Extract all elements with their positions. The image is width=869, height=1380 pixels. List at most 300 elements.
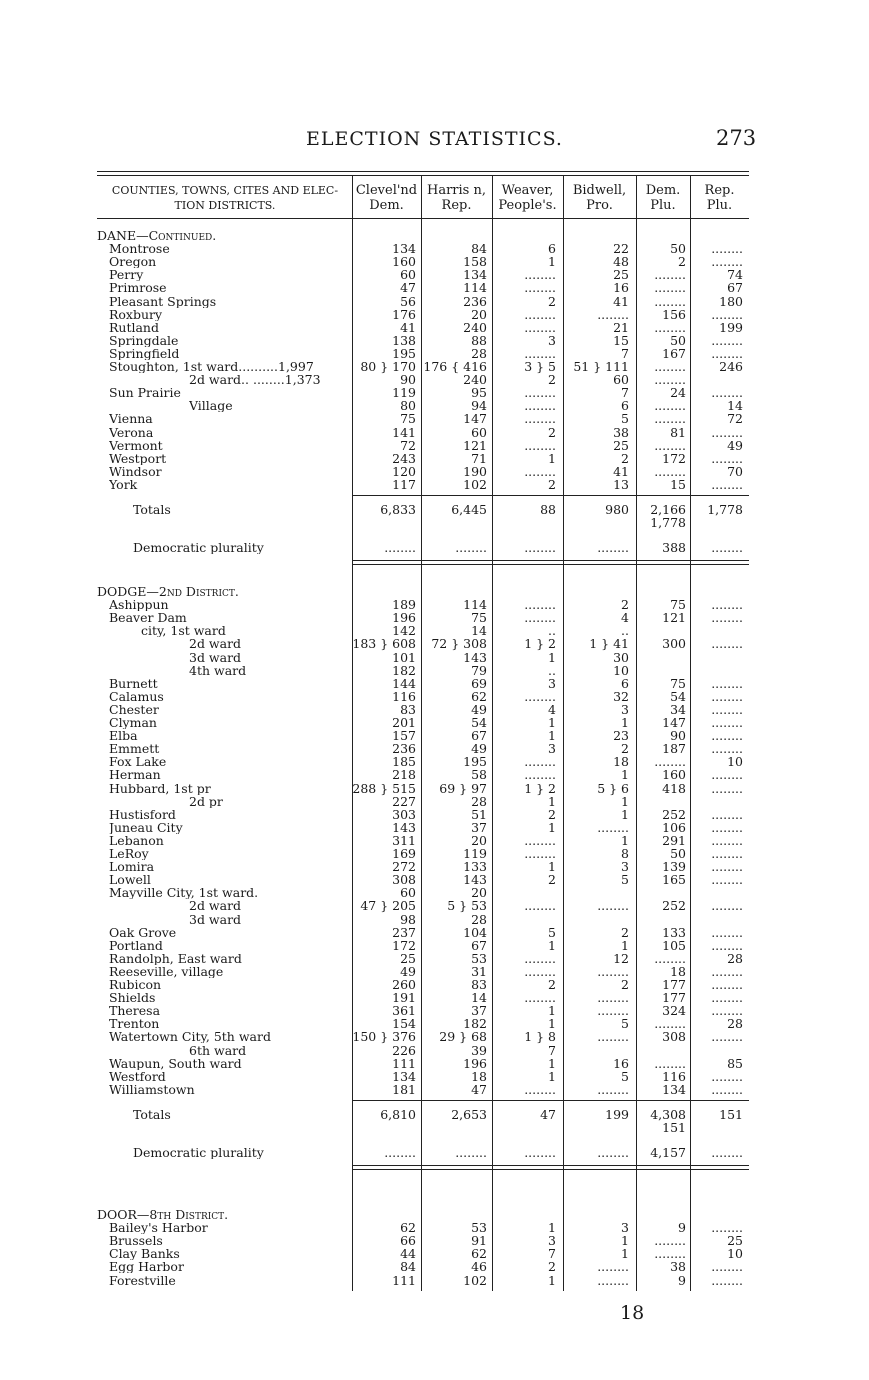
district-name: Westport <box>109 451 167 465</box>
table-row <box>97 386 749 399</box>
vote-cell-1: 311 <box>392 832 416 848</box>
vote-cell-4: 2 <box>621 450 629 466</box>
vote-cell-1: 182 <box>392 662 416 678</box>
vote-cell-5: 177 <box>662 990 686 1006</box>
vote-cell-6: 85 <box>727 1055 743 1071</box>
vote-cell-3: 1 <box>548 649 556 665</box>
vote-cell-4: 48 <box>613 254 629 270</box>
vote-cell-4: 7 <box>621 385 629 401</box>
vote-cell-2: 46 <box>471 1259 487 1275</box>
vote-cell-1: ........ <box>384 540 416 556</box>
vote-cell-5: 38 <box>670 1259 686 1275</box>
vote-cell-3: ........ <box>524 1145 556 1161</box>
table-row <box>97 308 749 321</box>
vote-cell-3: 1 <box>548 254 556 270</box>
dem-plu-subtract: 151 <box>662 1120 686 1135</box>
vote-cell-1: 41 <box>400 319 416 335</box>
district-name: Calamus <box>109 689 164 703</box>
vote-cell-2: 53 <box>471 1220 487 1236</box>
table-row <box>97 899 749 912</box>
vote-cell-2: 83 <box>471 977 487 992</box>
vote-cell-3: ........ <box>524 754 556 770</box>
vote-cell-4: 32 <box>613 688 629 704</box>
totals-rule <box>352 1100 749 1101</box>
vote-cell-3: 1 <box>548 937 556 953</box>
vote-cell-4: 1 <box>621 806 629 822</box>
vote-cell-4: 12 <box>613 950 629 966</box>
vote-cell-4: .. <box>621 623 629 639</box>
table-row <box>97 808 749 821</box>
vote-cell-1: 237 <box>392 924 416 940</box>
section-title <box>97 1208 749 1221</box>
vote-cell-2: 84 <box>471 241 487 257</box>
vote-cell-3: 1 } 2 <box>524 780 556 796</box>
vote-cell-5: 177 <box>662 977 686 992</box>
vote-cell-4: 21 <box>613 319 629 335</box>
vote-cell-3: ........ <box>524 597 556 613</box>
vote-cell-6: 180 <box>719 293 743 309</box>
vote-cell-4: 8 <box>621 846 629 861</box>
vote-cell-6: ........ <box>711 1220 743 1236</box>
vote-cell-4: 41 <box>613 293 629 309</box>
vote-cell-2: 69 } 97 <box>439 780 487 796</box>
vote-cell-1: 272 <box>392 859 416 875</box>
vote-cell-2: 53 <box>471 950 487 966</box>
vote-cell-5: ........ <box>654 754 686 770</box>
table-row <box>97 651 749 664</box>
table-row <box>97 1030 749 1043</box>
vote-cell-6: ........ <box>711 306 743 322</box>
vote-cell-3: 5 <box>548 924 556 940</box>
vote-cell-1: 176 <box>392 306 416 322</box>
table-row <box>97 242 749 255</box>
table-row <box>97 991 749 1004</box>
vote-cell-6: ........ <box>711 476 743 492</box>
vote-cell-3: ........ <box>524 306 556 322</box>
vote-cell-2: 114 <box>463 280 487 296</box>
vote-cell-6: ........ <box>711 675 743 691</box>
district-name: Montrose <box>109 242 170 256</box>
vote-cell-4: 6 <box>621 398 629 414</box>
vote-cell-2: 31 <box>471 963 487 979</box>
vote-cell-2: 18 <box>471 1068 487 1084</box>
district-name: Springfield <box>109 346 180 360</box>
district-name: Oak Grove <box>109 925 177 939</box>
vote-cell-5: 418 <box>662 780 686 796</box>
district-name: Hustisford <box>109 807 176 821</box>
vote-cell-1: 75 <box>400 411 416 427</box>
vote-cell-1: 181 <box>392 1081 416 1097</box>
table-row <box>97 716 749 729</box>
vote-cell-1: 201 <box>392 715 416 730</box>
totals-sub-row <box>97 1121 749 1134</box>
table-row <box>97 439 749 452</box>
vote-cell-1: 60 <box>400 885 416 901</box>
district-name: LeRoy <box>109 847 149 860</box>
district-name: Herman <box>109 768 161 782</box>
table-row <box>97 1234 749 1247</box>
vote-cell-5: 291 <box>662 832 686 848</box>
vote-cell-5: 18 <box>670 963 686 979</box>
vote-cell-1: 143 <box>392 819 416 835</box>
table-row <box>97 886 749 899</box>
table-row <box>97 611 749 624</box>
vote-cell-5: 50 <box>670 846 686 861</box>
vote-cell-3: 1 <box>548 1055 556 1071</box>
vote-cell-4: ........ <box>597 1145 629 1161</box>
vote-cell-3: 2 <box>548 372 556 388</box>
table-row <box>97 664 749 677</box>
vote-cell-6: 49 <box>727 437 743 453</box>
vote-cell-3: 2 <box>548 424 556 440</box>
vote-cell-1: 56 <box>400 293 416 309</box>
vote-cell-5: 172 <box>662 450 686 466</box>
vote-cell-4: 1 <box>621 793 629 809</box>
table-row <box>97 677 749 690</box>
vote-cell-5: 165 <box>662 872 686 888</box>
vote-cell-3: ........ <box>524 688 556 704</box>
table-row <box>97 860 749 873</box>
vote-cell-3: 1 <box>548 715 556 730</box>
vote-cell-1: 308 <box>392 872 416 888</box>
vote-cell-4: 5 <box>621 872 629 888</box>
vote-cell-3: 7 <box>548 1246 556 1262</box>
vote-cell-4: 2 <box>621 977 629 992</box>
table-row <box>97 373 749 386</box>
table-row <box>97 268 749 281</box>
table-row <box>97 1274 749 1287</box>
vote-cell-2: 88 <box>471 332 487 348</box>
district-name: Windsor <box>109 464 162 478</box>
vote-cell-4: ........ <box>597 819 629 835</box>
section-title <box>97 585 749 598</box>
vote-cell-4: 2 <box>621 741 629 757</box>
table-row <box>97 637 749 650</box>
table-row <box>97 281 749 294</box>
table-row <box>97 598 749 611</box>
district-name: Waupun, South ward <box>109 1056 242 1070</box>
district-name: Mayville City, 1st ward. <box>109 886 259 900</box>
vote-cell-6: ........ <box>711 767 743 783</box>
vote-cell-3: 1 <box>548 1016 556 1032</box>
vote-cell-2: 176 { 416 <box>423 359 487 374</box>
vote-cell-1: 150 } 376 <box>352 1029 416 1045</box>
top-rule <box>97 171 749 172</box>
vote-cell-1: 243 <box>392 450 416 466</box>
vote-cell-5: 167 <box>662 345 686 361</box>
column-header-dem-plu: Dem. Plu. <box>645 183 681 213</box>
vote-cell-6: ........ <box>711 780 743 796</box>
vote-cell-5: 24 <box>670 385 686 401</box>
vote-cell-1: 90 <box>400 372 416 388</box>
vote-cell-4: 3 <box>621 701 629 717</box>
vote-cell-2: 143 <box>463 872 487 888</box>
table-row <box>97 1070 749 1083</box>
district-name: Lomira <box>109 860 155 874</box>
vote-cell-2: 121 <box>463 437 487 453</box>
table-row <box>97 768 749 781</box>
vote-cell-1: 72 <box>400 437 416 453</box>
section-end-rule-2 <box>352 564 749 565</box>
vote-cell-5: 116 <box>662 1068 686 1084</box>
table-row <box>97 978 749 991</box>
vote-cell-1: 120 <box>392 463 416 479</box>
vote-cell-3: 3 <box>548 332 556 348</box>
table-row <box>97 821 749 834</box>
vote-cell-1: 117 <box>392 476 416 492</box>
vote-cell-4: ........ <box>597 898 629 914</box>
district-name: Williamstown <box>109 1082 195 1096</box>
vote-cell-3: 1 } 2 <box>524 636 556 652</box>
table-row <box>97 399 749 412</box>
vote-cell-1: 154 <box>392 1016 416 1032</box>
district-name: Rutland <box>109 320 159 334</box>
totals-sub-row <box>97 516 749 529</box>
vote-cell-2: 28 <box>471 345 487 361</box>
vote-cell-4: 22 <box>613 241 629 257</box>
vote-cell-1: 288 } 515 <box>352 780 416 796</box>
vote-cell-4: 2 <box>621 597 629 613</box>
vote-cell-6: ........ <box>711 385 743 401</box>
district-name: Randolph, East ward <box>109 951 242 965</box>
vote-cell-4: ........ <box>597 1259 629 1275</box>
section-heading: DANE—Continued. <box>97 229 217 242</box>
vote-cell-2: 6,445 <box>451 502 487 517</box>
vote-cell-4: 5 <box>621 1068 629 1084</box>
vote-cell-3: 2 <box>548 977 556 992</box>
table-row <box>97 295 749 308</box>
vote-cell-5: 134 <box>662 1081 686 1097</box>
vote-cell-6: 70 <box>727 463 743 479</box>
vote-cell-1: 101 <box>392 649 416 665</box>
district-name: Totals <box>133 1107 171 1121</box>
vote-cell-2: 54 <box>471 715 487 730</box>
table-row <box>97 965 749 978</box>
vote-cell-4: 10 <box>613 662 629 678</box>
vote-cell-4: ........ <box>597 1003 629 1019</box>
vote-cell-6: ........ <box>711 977 743 992</box>
vote-cell-1: 195 <box>392 345 416 361</box>
vote-cell-3: 3 <box>548 741 556 757</box>
vote-cell-4: 38 <box>613 424 629 440</box>
vote-cell-4: ........ <box>597 1029 629 1045</box>
vote-cell-5: 50 <box>670 241 686 257</box>
vote-cell-3: 3 } 5 <box>524 359 556 374</box>
district-name: 2d ward <box>189 637 242 651</box>
district-name: 3d ward <box>189 912 242 926</box>
vote-cell-3: ........ <box>524 267 556 283</box>
district-name: 2d ward <box>189 899 242 913</box>
vote-cell-5: 106 <box>662 819 686 835</box>
vote-cell-6: ........ <box>711 701 743 717</box>
vote-cell-3: 2 <box>548 293 556 309</box>
district-name: Pleasant Springs <box>109 294 217 308</box>
vote-cell-4: 23 <box>613 728 629 744</box>
vote-cell-6: ........ <box>711 254 743 270</box>
district-name: Clyman <box>109 716 157 729</box>
vote-cell-5: ........ <box>654 1233 686 1249</box>
vote-cell-1: 116 <box>392 688 416 704</box>
vote-cell-5: 121 <box>662 610 686 626</box>
vote-cell-6: ........ <box>711 872 743 888</box>
vote-cell-1: 260 <box>392 977 416 992</box>
vote-cell-3: ........ <box>524 898 556 914</box>
vote-cell-2: 49 <box>471 741 487 757</box>
vote-cell-3: 1 <box>548 819 556 835</box>
vote-cell-3: ........ <box>524 963 556 979</box>
vote-cell-1: 172 <box>392 937 416 953</box>
district-name: Burnett <box>109 676 158 690</box>
vote-cell-3: ........ <box>524 1081 556 1097</box>
vote-cell-4: 16 <box>613 280 629 296</box>
table-row <box>97 1044 749 1057</box>
vote-cell-3: ........ <box>524 846 556 861</box>
vote-cell-3: 1 <box>548 1220 556 1236</box>
table-row <box>97 255 749 268</box>
vote-cell-6: 72 <box>727 411 743 427</box>
vote-cell-6: ........ <box>711 241 743 257</box>
vote-cell-2: ........ <box>455 540 487 556</box>
vote-cell-5: ........ <box>654 267 686 283</box>
vote-cell-2: 14 <box>471 623 487 639</box>
vote-cell-6: 74 <box>727 267 743 283</box>
vote-cell-3: ........ <box>524 411 556 427</box>
vote-cell-6: 14 <box>727 398 743 414</box>
vote-cell-1: 183 } 608 <box>352 636 416 652</box>
vote-cell-2: 196 <box>463 1055 487 1071</box>
district-name: Bailey's Harbor <box>109 1221 208 1235</box>
vote-cell-5: ........ <box>654 319 686 335</box>
vote-cell-5: 4,157 <box>650 1145 686 1161</box>
vote-cell-2: 134 <box>463 267 487 283</box>
vote-cell-6: 199 <box>719 319 743 335</box>
vote-cell-2: 47 <box>471 1081 487 1097</box>
vote-cell-6: ........ <box>711 597 743 613</box>
vote-cell-5: 75 <box>670 597 686 613</box>
vote-cell-6: ........ <box>711 715 743 730</box>
page-number: 273 <box>716 126 757 150</box>
vote-cell-2: 143 <box>463 649 487 665</box>
vote-cell-2: 104 <box>463 924 487 940</box>
vote-cell-3: 1 <box>548 728 556 744</box>
district-name: York <box>109 477 138 491</box>
vote-cell-6: ........ <box>711 332 743 348</box>
vote-cell-5: 139 <box>662 859 686 875</box>
vote-cell-6: 10 <box>727 1246 743 1262</box>
vote-cell-4: 6 <box>621 675 629 691</box>
district-name: city, 1st ward <box>141 624 226 638</box>
vote-cell-1: ........ <box>384 1145 416 1161</box>
district-name: Perry <box>109 268 144 282</box>
section-title <box>97 229 749 242</box>
vote-cell-6: ........ <box>711 990 743 1006</box>
vote-cell-1: 62 <box>400 1220 416 1236</box>
vote-cell-2: 28 <box>471 911 487 927</box>
vote-cell-6: 151 <box>719 1106 743 1122</box>
vote-cell-1: 169 <box>392 846 416 861</box>
vote-cell-1: 226 <box>392 1042 416 1058</box>
vote-cell-4: 3 <box>621 859 629 875</box>
vote-cell-5: ........ <box>654 398 686 414</box>
vote-cell-1: 142 <box>392 623 416 639</box>
vote-cell-4: ........ <box>597 306 629 322</box>
vote-cell-1: 83 <box>400 701 416 717</box>
vote-cell-3: 1 <box>548 450 556 466</box>
vote-cell-4: 1 <box>621 767 629 783</box>
vote-cell-5: ........ <box>654 950 686 966</box>
table-row <box>97 873 749 886</box>
vote-cell-3: 2 <box>548 806 556 822</box>
table-row <box>97 426 749 439</box>
vote-cell-2: 79 <box>471 662 487 678</box>
table-row <box>97 1017 749 1030</box>
vote-cell-4: 4 <box>621 610 629 626</box>
vote-cell-5: ........ <box>654 463 686 479</box>
vote-cell-6: ........ <box>711 424 743 440</box>
vote-cell-2: 37 <box>471 1003 487 1019</box>
vote-cell-3: ........ <box>524 832 556 848</box>
district-name: Hubbard, 1st pr <box>109 781 211 795</box>
vote-cell-3: ........ <box>524 319 556 335</box>
district-name: Totals <box>133 503 171 516</box>
vote-cell-1: 191 <box>392 990 416 1006</box>
table-row <box>97 755 749 768</box>
vote-cell-5: 388 <box>662 540 686 556</box>
vote-cell-4: 1 <box>621 715 629 730</box>
vote-cell-1: 144 <box>392 675 416 691</box>
district-name: Shields <box>109 991 156 1005</box>
vote-cell-6: ........ <box>711 963 743 979</box>
district-name: Oregon <box>109 255 157 269</box>
district-name: Lebanon <box>109 833 164 847</box>
table-row <box>97 1260 749 1273</box>
vote-cell-6: ........ <box>711 636 743 652</box>
vote-cell-5: 156 <box>662 306 686 322</box>
vote-cell-5: 133 <box>662 924 686 940</box>
vote-cell-5: ........ <box>654 1016 686 1032</box>
district-name: Rubicon <box>109 978 162 991</box>
vote-cell-2: 91 <box>471 1233 487 1249</box>
vote-cell-5: 300 <box>662 636 686 652</box>
district-name: Elba <box>109 729 138 743</box>
district-name: Primrose <box>109 281 167 295</box>
vote-cell-4: ........ <box>597 990 629 1006</box>
vote-cell-6: 246 <box>719 359 743 374</box>
section-end-rule <box>352 1165 749 1166</box>
vote-cell-5: 54 <box>670 688 686 704</box>
table-row <box>97 412 749 425</box>
top-rule-2 <box>97 175 749 176</box>
table-row <box>97 952 749 965</box>
vote-cell-4: 13 <box>613 476 629 492</box>
table-row <box>97 1083 749 1096</box>
vote-cell-6: ........ <box>711 728 743 744</box>
table-row <box>97 1108 749 1121</box>
district-name: Portland <box>109 938 163 952</box>
vote-cell-6: ........ <box>711 741 743 757</box>
table-row <box>97 1247 749 1260</box>
vote-cell-1: 6,810 <box>380 1106 416 1122</box>
vote-cell-1: 134 <box>392 1068 416 1084</box>
table-row <box>97 1004 749 1017</box>
vote-cell-3: 1 <box>548 1003 556 1019</box>
vote-cell-2: 62 <box>471 688 487 704</box>
vote-cell-2: 58 <box>471 767 487 783</box>
district-name: Springdale <box>109 333 179 347</box>
vote-cell-3: ........ <box>524 437 556 453</box>
vote-cell-2: 240 <box>463 372 487 388</box>
vote-cell-2: 5 } 53 <box>447 898 487 914</box>
